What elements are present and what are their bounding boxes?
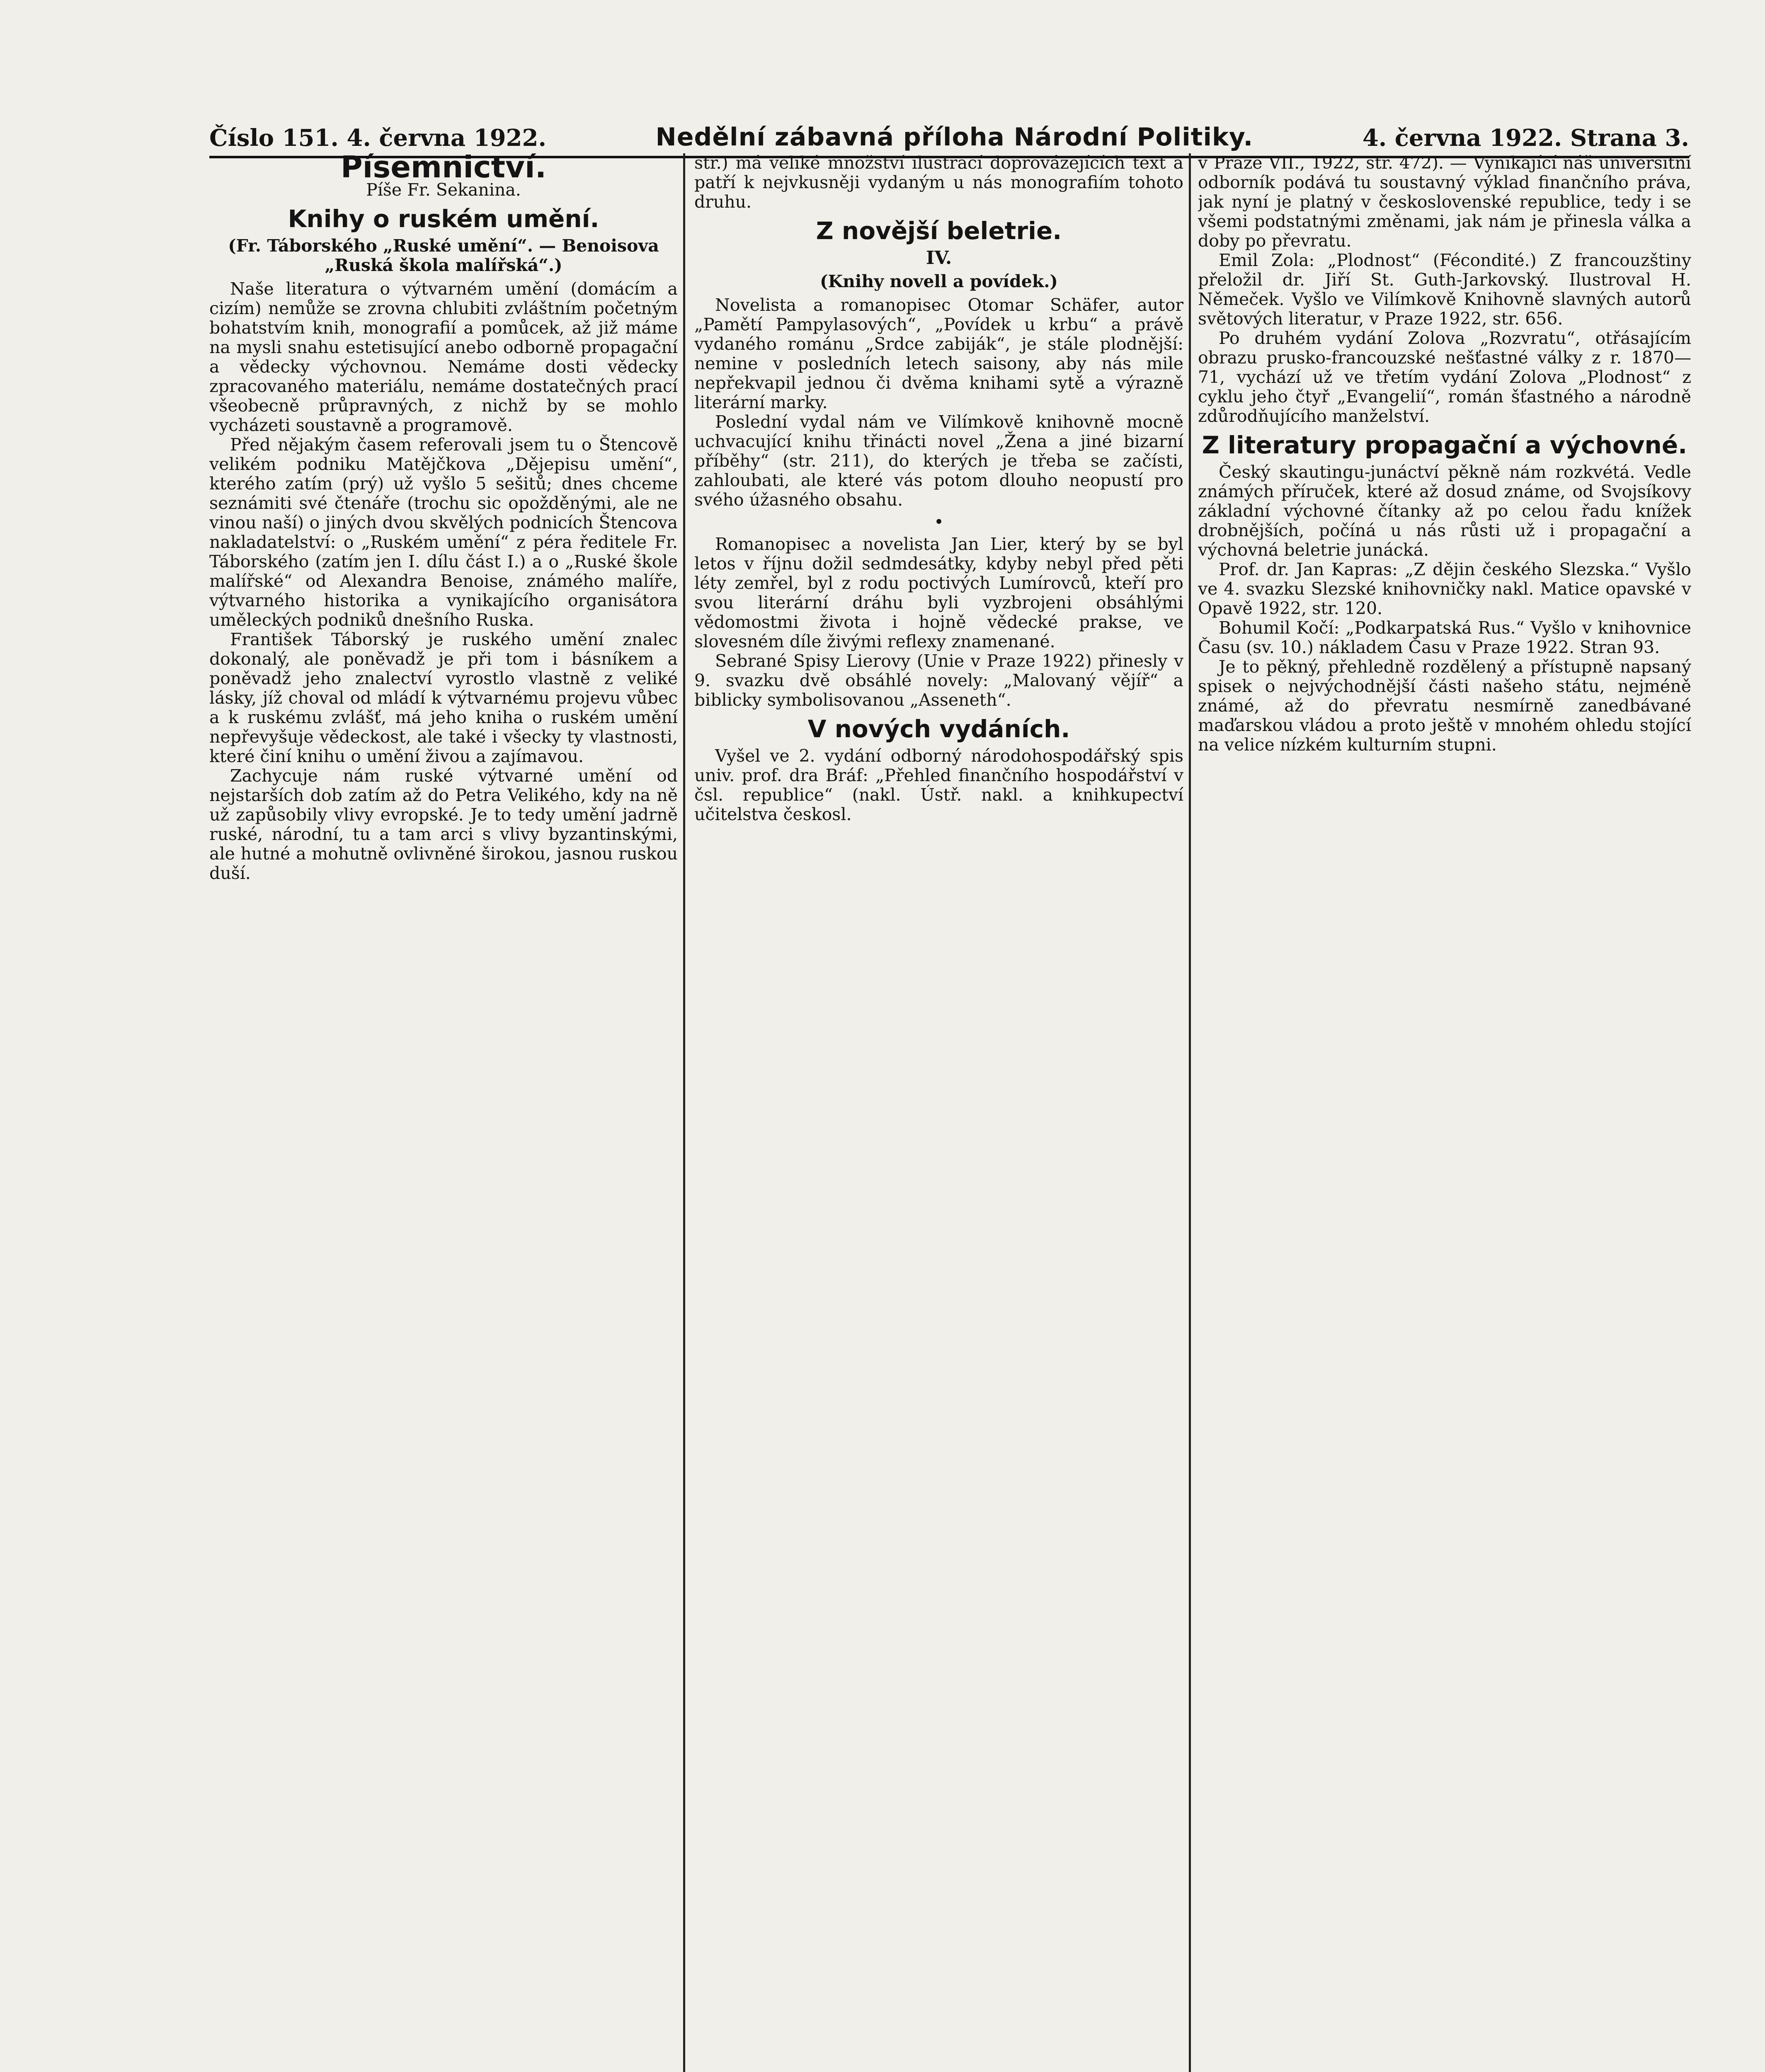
paragraph: Emil Zola: „Plodnost“ (Fécondité.) Z francouzštiny přeložil dr. Jiří St. Guth-Jarkovský. Ilustroval H. Němeček. Vyšlo ve Vilímkově Knihovně slavných autorů světových literatur, v Praze 1922, str. 656. bbox=[1198, 250, 1691, 329]
paragraph: v Praze VII., 1922, str. 472). — Vynikající náš universitní odborník podává tu soustavný výklad finančního práva, jak nyní je platný v československé republice, tedy i se všemi podstatnými změnami, jak nám je přinesla válka a doby po převratu. bbox=[1198, 153, 1691, 251]
paragraph: Je to pěkný, přehledně rozdělený a přístupně napsaný spisek o nejvýchodnější části našeho státu, nejméně známé, až do převratu nesmírně zanedbávané maďarskou vládou a proto ještě v mnohém ohledu stojící na velice nízkém kulturním stupni. bbox=[1198, 657, 1691, 755]
paragraph: Romanopisec a novelista Jan Lier, který by se byl letos v říjnu dožil sedmdesátky, kdyby nebyl před pěti léty zemřel, byl z rodu poctivých Lumírovců, kteří pro svou literární dráhu byli vyzbrojeni obsáhlými vědomostmi života i hojně vědecké prakse, ve slovesném díle živými reflexy znamenané. bbox=[694, 534, 1183, 651]
paragraph: František Táborský je ruského umění znalec dokonalý, ale poněvadž je při tom i básníkem a poněvadž jeho znalectví vyrostlo vlastně z veliké lásky, jíž choval od mládí k výtvarnému projevu vůbec a k ruskému zvlášť, má jeho kniha o ruském umění nepřevyšuje vědeckost, ale také i všecky ty vlastnosti, které činí knihu o umění živou a zajímavou. bbox=[209, 629, 678, 766]
separator: • bbox=[934, 513, 944, 532]
paragraph: Prof. dr. Jan Kapras: „Z dějin českého Slezska.“ Vyšlo ve 4. svazku Slezské knihovničky nakl. Matice opavské v Opavě 1922, str. 120. bbox=[1198, 559, 1691, 618]
article-heading: Z literatury propagační a výchovné. bbox=[1202, 431, 1687, 459]
article-heading: Z novější beletrie. bbox=[816, 217, 1062, 245]
paragraph: Po druhém vydání Zolova „Rozvratu“, otřásajícím obrazu prusko-francouzské nešťastné války z r. 1870—71, vychází už ve třetím vydání Zolova „Plodnost“ z cyklu jeho čtyř „Evangelií“, román šťastného a národně zdůrodňujícího manželství. bbox=[1198, 328, 1691, 426]
section-heading: V nových vydáních. bbox=[807, 715, 1070, 743]
column-rule-2 bbox=[1189, 153, 1191, 2072]
paragraph: Sebrané Spisy Lierovy (Unie v Praze 1922) přinesly v 9. svazku dvě obsáhlé novely: „Malovaný vějíř“ a biblicky symbolisovanou „Asseneth“. bbox=[694, 651, 1183, 710]
paragraph: Naše literatura o výtvarném umění (domácím a cizím) nemůže se zrovna chlubiti zvláštním početným bohatstvím knih, monografií a pomůcek, až již máme na mysli snahu estetisující anebo odborně propagační a vědecky výchovnou. Nemáme dosti vědecky zpracovaného materiálu, nemáme dostatečných prací všeobecně průpravných, z nichž by se mohlo vycházeti soustavně a programově. bbox=[209, 279, 678, 435]
paragraph: Vyšel ve 2. vydání odborný národohospodářský spis univ. prof. dra Bráf: „Přehled finančního hospodářství v čsl. republice“ (nakl. Ústř. nakl. a knihkupectví učitelstva českosl. bbox=[694, 746, 1183, 824]
paragraph: str.) má veliké množství ilustrací doprovázejících text a patří k nejvkusněji vydaným u nás monografiím tohoto druhu. bbox=[694, 153, 1183, 212]
issue-date-left: Číslo 151. 4. června 1922. bbox=[209, 124, 546, 152]
issue-page-right: 4. června 1922. Strana 3. bbox=[1362, 124, 1689, 152]
byline: Píše Fr. Sekanina. bbox=[366, 180, 521, 200]
section-title: Písemnictví. bbox=[340, 153, 547, 184]
article-subheading: (Knihy novell a povídek.) bbox=[820, 271, 1058, 291]
masthead bbox=[209, 109, 1689, 158]
article-heading: Knihy o ruském umění. bbox=[288, 205, 599, 233]
paragraph: Před nějakým časem referovali jsem tu o Štencově velikém podniku Matějčkova „Dějepisu umění“, kterého zatím (prý) už vyšlo 5 sešitů; dnes chceme seznámiti své čtenáře (trochu sic opožděnými, ale ne vinou naší) o jiných dvou skvělých podnicích Štencova nakladatelství: o „Ruském umění“ z péra ředitele Fr. Táborského (zatím jen I. dílu část I.) a o „Ruské škole malířské“ od Alexandra Benoise, známého malíře, výtvarného historika a vynikajícího organisátora uměleckých podniků dnešního Ruska. bbox=[209, 435, 678, 630]
column-1 bbox=[209, 153, 678, 2072]
article-numeral: IV. bbox=[926, 247, 952, 269]
paragraph: Novelista a romanopisec Otomar Schäfer, autor „Pamětí Pampylasových“, „Povídek u krbu“ a právě vydaného románu „Srdce zabiják“, je stále plodnější: nemine v posledních letech saisony, aby nás mile nepřekvapil jednou či dvěma knihami sytě a výrazně literární marky. bbox=[694, 295, 1183, 412]
article-subheading: (Fr. Táborského „Ruské umění“. — Benoisova „Ruská škola malířská“.) bbox=[228, 236, 659, 275]
paragraph: Poslední vydal nám ve Vilímkově knihovně mocně uchvacující knihu třinácti novel „Žena a jiné bizarní příběhy“ (str. 211), do kterých je třeba se začísti, zahloubati, ale které vás potom dlouho neopustí pro svého úžasného obsahu. bbox=[694, 412, 1183, 510]
publication-title: Nedělní zábavná příloha Národní Politiky. bbox=[655, 123, 1253, 152]
paragraph: Bohumil Kočí: „Podkarpatská Rus.“ Vyšlo v knihovnice Času (sv. 10.) nákladem Času v Praze 1922. Stran 93. bbox=[1198, 618, 1691, 657]
column-3 bbox=[1198, 153, 1691, 2072]
column-2 bbox=[694, 153, 1183, 2072]
paragraph: Český skautingu-junáctví pěkně nám rozkvétá. Vedle známých příruček, které až dosud známe, od Svojsíkovy základní výchovné čítanky až po celou řadu knížek drobnějších, počíná u nás růsti už i propagační a výchovná beletrie junácká. bbox=[1198, 462, 1691, 560]
paragraph: Zachycuje nám ruské výtvarné umění od nejstarších dob zatím až do Petra Velikého, kdy na ně už zapůsobily vlivy evropské. Je to tedy umění jadrně ruské, národní, tu a tam arci s vlivy byzantinskými, ale hutné a mohutně ovlivněné širokou, jasnou ruskou duší. bbox=[209, 766, 678, 883]
column-rule-1 bbox=[683, 153, 685, 2072]
